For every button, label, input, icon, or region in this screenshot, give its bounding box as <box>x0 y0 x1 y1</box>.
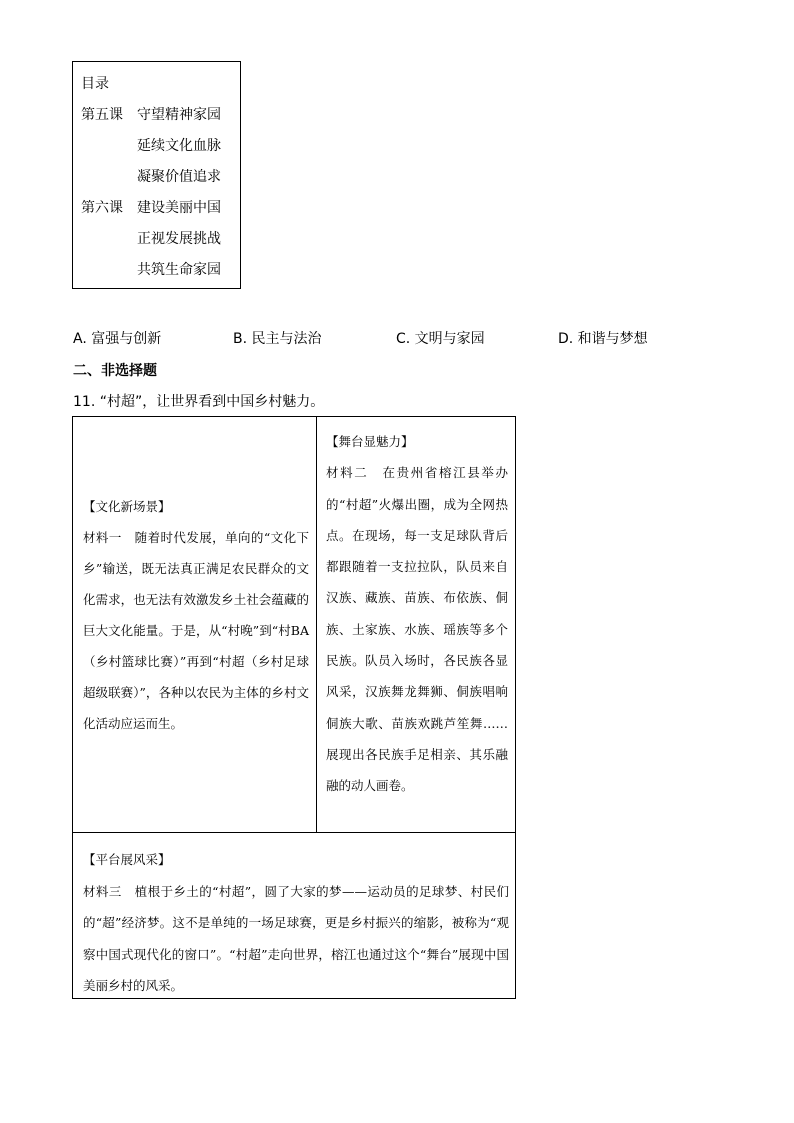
table-of-contents-box <box>72 61 241 289</box>
material-two-cell <box>326 426 508 802</box>
section-heading: 二、非选择题 <box>73 363 157 379</box>
toc-lesson-name: 第五课 <box>81 107 123 123</box>
option-a[interactable]: A. 富强与创新 <box>73 331 162 347</box>
material-one-cell <box>83 491 309 739</box>
toc-lesson-item: 正视发展挑战 <box>137 231 221 247</box>
material-one-label: 【文化新场景】 <box>83 499 171 514</box>
table-divider-vertical <box>316 417 317 832</box>
toc-lesson-item: 延续文化血脉 <box>137 138 221 154</box>
question-stem: 11. “村超”，让世界看到中国乡村魅力。 <box>73 394 325 410</box>
material-one-text: 材料一 随着时代发展，单向的“文化下乡”输送，既无法真正满足农民群众的文化需求，也无法有效激发乡土社会蕴藏的巨大文化能量。于是，从“村晚”到“村BA（乡村篮球比赛）”再到“村超（乡村足球超级联赛）”，各种以农民为主体的乡村文化活动应运而生。 <box>83 530 309 731</box>
toc-lesson-item: 共筑生命家园 <box>137 262 221 278</box>
option-b[interactable]: B. 民主与法治 <box>233 331 322 347</box>
material-three-cell <box>83 844 509 1002</box>
material-two-label: 【舞台显魅力】 <box>326 434 414 449</box>
toc-lesson-item: 守望精神家园 <box>137 107 221 123</box>
toc-lesson-item: 建设美丽中国 <box>137 200 221 216</box>
toc-lesson-item: 凝聚价值追求 <box>137 169 221 185</box>
table-divider-horizontal <box>73 832 515 833</box>
option-c[interactable]: C. 文明与家园 <box>396 331 485 347</box>
material-three-text: 材料三 植根于乡土的“村超”，圆了大家的梦——运动员的足球梦、村民们的“超”经济梦。这不是单纯的一场足球赛，更是乡村振兴的缩影，被称为“观察中国式现代化的窗口”。“村超”走向世界，榕江也通过这个“舞台”展现中国美丽乡村的风采。 <box>83 883 509 993</box>
material-three-label: 【平台展风采】 <box>83 852 171 867</box>
materials-table <box>72 416 516 999</box>
toc-lesson-six <box>81 197 221 217</box>
toc-lesson-name: 第六课 <box>81 200 123 216</box>
material-two-text: 材料二 在贵州省榕江县举办的“村超”火爆出圈，成为全网热点。在现场，每一支足球队背后都跟随着一支拉拉队，队员来自汉族、藏族、苗族、布依族、侗族、土家族、水族、瑶族等多个民族。队员入场时，各民族各显风采，汉族舞龙舞狮、侗族唱响侗族大歌、苗族欢跳芦笙舞……展现出各民族手足相亲、其乐融融的动人画卷。 <box>326 465 508 794</box>
toc-lesson-five <box>81 104 221 124</box>
toc-title: 目录 <box>81 76 109 92</box>
option-d[interactable]: D. 和谐与梦想 <box>558 331 648 347</box>
